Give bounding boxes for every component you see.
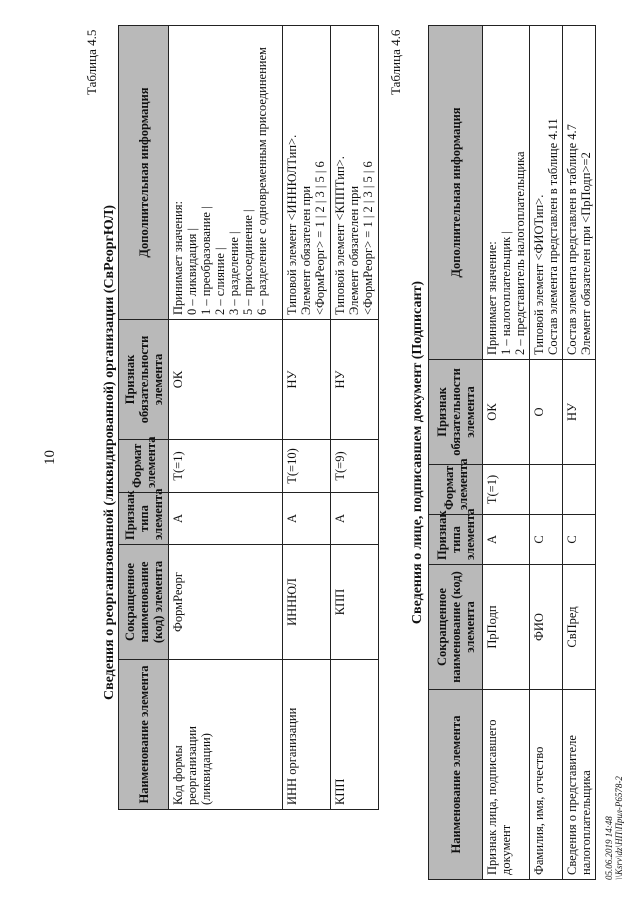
element-info: Принимает значения: 0 – ликвидация | 1 – преобразование | 2 – слияние | 3 – разделение | 5 – присоединение | 6 – разделение с одновременным присоединением	[169, 26, 283, 320]
header-cell: Дополнительная информация	[429, 26, 483, 360]
footer-stamp: 05.06.2019 14:48 \\Ksrv\dz\НП\Прил-Р6578-2	[604, 776, 624, 880]
element-required: О	[530, 360, 563, 465]
element-required: ОК	[169, 320, 283, 440]
header-cell: Признак обязательности элемента	[119, 320, 169, 440]
element-name: Признак лица, подписавшего документ	[483, 690, 530, 880]
element-type: А	[169, 493, 283, 545]
table-row	[169, 26, 283, 810]
header-cell: Сокращенное наименование (код) элемента	[429, 565, 483, 690]
element-code: ФормРеорг	[169, 545, 283, 660]
element-name: Сведения о представителе налогоплательщика	[563, 690, 596, 880]
element-code: ПрПодп	[483, 565, 530, 690]
table-4-6	[428, 25, 596, 880]
element-required: НУ	[331, 320, 379, 440]
table-4-6-caption: Таблица 4.6	[388, 29, 403, 95]
element-info: Типовой элемент <ФИОТип>. Состав элемента представлен в таблице 4.11	[530, 26, 563, 360]
element-type: А	[331, 493, 379, 545]
table-4-5-title: Сведения о реорганизованной (ликвидированной) организации (СвРеоргЮЛ)	[102, 204, 117, 701]
element-format: T(=1)	[169, 440, 283, 493]
table-row	[283, 26, 331, 810]
element-required: НУ	[563, 360, 596, 465]
element-code: СвПред	[563, 565, 596, 690]
header-cell: Дополнительная информация	[119, 26, 169, 320]
table-4-5	[118, 25, 379, 810]
element-name: ИНН организации	[283, 660, 331, 810]
table-4-5-caption: Таблица 4.5	[84, 29, 99, 95]
element-info: Принимает значение: 1 – налогоплательщик | 2 – представитель налогоплательщика	[483, 26, 530, 360]
table-row	[530, 26, 563, 880]
header-cell: Признак обязательности элемента	[429, 360, 483, 465]
element-info: Состав элемента представлен в таблице 4.7 Элемент обязателен при <ПрПодп>=2	[563, 26, 596, 360]
element-type: С	[563, 515, 596, 565]
header-cell: Формат элемента	[119, 440, 169, 493]
table-4-6-title: Сведения о лице, подписавшем документ (Подписант)	[410, 280, 425, 625]
element-code: ИННЮЛ	[283, 545, 331, 660]
element-format: T(=1)	[483, 465, 530, 515]
header-cell: Наименование элемента	[119, 660, 169, 810]
table-row	[331, 26, 379, 810]
element-format	[563, 465, 596, 515]
element-code: КПП	[331, 545, 379, 660]
element-type: А	[483, 515, 530, 565]
element-format: T(=9)	[331, 440, 379, 493]
element-name: Код формы реорганизации (ликвидации)	[169, 660, 283, 810]
table-row	[563, 26, 596, 880]
element-name: КПП	[331, 660, 379, 810]
header-cell: Признак типа элемента	[119, 493, 169, 545]
header-cell: Признак типа элемента	[429, 515, 483, 565]
element-name: Фамилия, имя, отчество	[530, 690, 563, 880]
element-required: ОК	[483, 360, 530, 465]
page-number: 10	[42, 450, 58, 465]
table-row	[483, 26, 530, 880]
header-cell: Формат элемента	[429, 465, 483, 515]
header-cell: Сокращенное наименование (код) элемента	[119, 545, 169, 660]
element-info: Типовой элемент <КППТип>. Элемент обязателен при <ФормРеорг> = 1 | 2 | 3 | 5 | 6	[331, 26, 379, 320]
element-code: ФИО	[530, 565, 563, 690]
header-cell: Наименование элемента	[429, 690, 483, 880]
element-required: НУ	[283, 320, 331, 440]
element-format: T(=10)	[283, 440, 331, 493]
element-type: А	[283, 493, 331, 545]
element-info: Типовой элемент <ИННЮЛТип>. Элемент обязателен при <ФормРеорг> = 1 | 2 | 3 | 5 | 6	[283, 26, 331, 320]
element-type: С	[530, 515, 563, 565]
element-format	[530, 465, 563, 515]
